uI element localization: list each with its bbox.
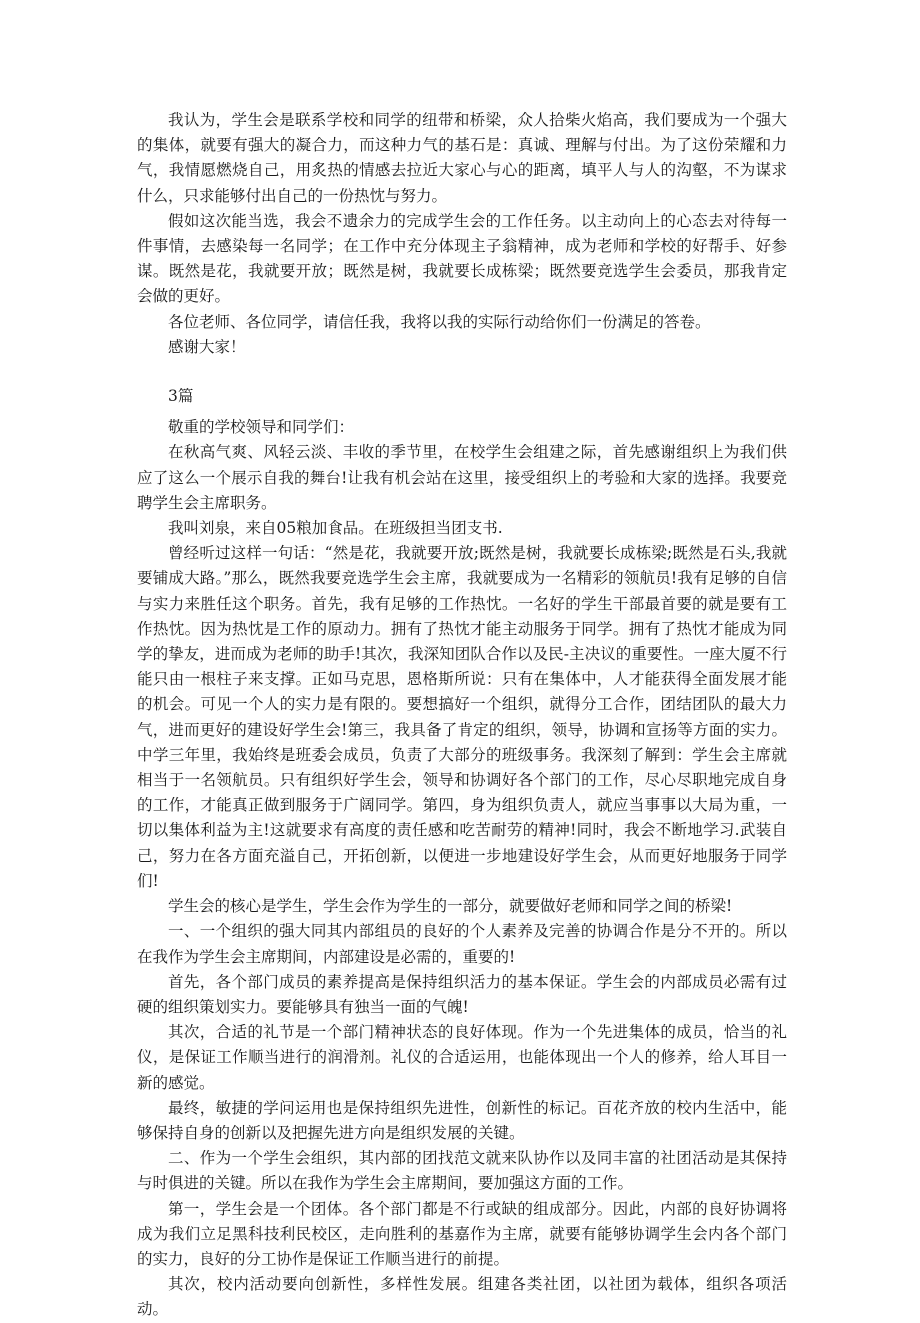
paragraph: 学生会的核心是学生，学生会作为学生的一部分，就要做好老师和同学之间的桥梁! bbox=[168, 897, 733, 916]
paragraph: 首先，各个部门成员的素养提高是保持组织活力的基本保证。学生会的内部成员必需有过硬的组织策划实力。要能够具有独当一面的气魄! bbox=[137, 972, 787, 1016]
paragraph: 假如这次能当选，我会不遗余力的完成学生会的工作任务。以主动向上的心态去对待每一件事情，去感染每一名同学；在工作中充分体现主子翁精神，成为老师和学校的好帮手、好参谋。既然是花，我就要开放；既然是树，我就要长成栋梁；既然要竞选学生会委员，那我肯定会做的更好。 bbox=[137, 211, 787, 306]
paragraph: 我认为，学生会是联系学校和同学的纽带和桥梁，众人拾柴火焰高，我们要成为一个强大的集体，就要有强大的凝合力，而这种力气的基石是：真诚、理解与付出。为了这份荣耀和力气，我情愿燃烧自己，用炙热的情感去拉近大家心与心的距离，填平人与人的沟壑，不为谋求什么，只求能够付出自己的一份热忱与努力。 bbox=[137, 111, 787, 205]
paragraph: 感谢大家！ bbox=[168, 337, 246, 356]
paragraph: 二、作为一个学生会组织，其内部的团找范文就来队协作以及同丰富的社团活动是其保持与时俱进的关键。所以在我作为学生会主席期间，要加强这方面的工作。 bbox=[137, 1149, 787, 1193]
paragraph: 第一，学生会是一个团体。各个部门都是不行或缺的组成部分。因此，内部的良好协调将成为我们立足黑科技利民校区，走向胜利的基嘉作为主席，就要有能够协调学生会内各个部门的实力，良好的分工协作是保证工作顺当进行的前提。 bbox=[137, 1199, 787, 1268]
paragraph: 各位老师、各位同学，请信任我，我将以我的实际行动给你们一份满足的答卷。 bbox=[168, 312, 711, 331]
salutation: 敬重的学校领导和同学们： bbox=[168, 418, 355, 437]
paragraph: 一、一个组织的强大同其内部组员的良好的个人素养及完善的协调合作是分不开的。所以在我作为学生会主席期间，内部建设是必需的，重要的! bbox=[137, 922, 787, 966]
paragraph: 最终，敏捷的学问运用也是保持组织先进性，创新性的标记。百花齐放的校内生活中，能够保持自身的创新以及把握先进方向是组织发展的关键。 bbox=[137, 1098, 787, 1142]
document-body bbox=[137, 108, 787, 1323]
paragraph: 曾经听过这样一句话：“然是花，我就要开放;既然是树，我就要长成栋梁;既然是石头,我就要铺成大路。”那么，既然我要竞选学生会主席，我就要成为一名精彩的领航员!我有足够的自信与实力来胜任这个职务。首先，我有足够的工作热忱。一名好的学生干部最首要的就是要有工作热忱。因为热忱是工作的原动力。拥有了热忱才能主动服务于同学。拥有了热忱才能成为同学的挚友，进而成为老师的助手!其次，我深知团队合作以及民-主决议的重要性。一座大厦不行能只由一根柱子来支撑。正如马克思，恩格斯所说：只有在集体中，人才能获得全面发展才能的机会。可见一个人的实力是有限的。要想搞好一个组织，就得分工合作，团结团队的最大力气，进而更好的建设好学生会!第三，我具备了肯定的组织，领导，协调和宣扬等方面的实力。中学三年里，我始终是班委会成员，负责了大部分的班级事务。我深刻了解到：学生会主席就相当于一名领航员。只有组织好学生会，领导和协调好各个部门的工作，尽心尽职地完成自身的工作，才能真正做到服务于广阔同学。第四，身为组织负责人，就应当事事以大局为重，一切以集体利益为主!这就要求有高度的责任感和吃苦耐劳的精神!同时，我会不断地学习.武装自己，努力在各方面充溢自己，开拓创新，以便进一步地建设好学生会，从而更好地服务于同学们! bbox=[137, 544, 787, 890]
section-heading: 3篇 bbox=[168, 387, 194, 406]
paragraph: 在秋高气爽、风轻云淡、丰收的季节里，在校学生会组建之际，首先感谢组织上为我们供应了这么一个展示自我的舞台!让我有机会站在这里，接受组织上的考验和大家的选择。我要竞聘学生会主席职务。 bbox=[137, 443, 787, 512]
paragraph: 其次，合适的礼节是一个部门精神状态的良好体现。作为一个先进集体的成员，恰当的礼仪，是保证工作顺当进行的润滑剂。礼仪的合适运用，也能体现出一个人的修养，给人耳目一新的感觉。 bbox=[137, 1023, 787, 1092]
paragraph: 其次，校内活动要向创新性，多样性发展。组建各类社团，以社团为载体，组织各项活动。 bbox=[137, 1275, 787, 1319]
paragraph: 我叫刘泉，来自05粮加食品。在班级担当团支书. bbox=[168, 519, 503, 538]
